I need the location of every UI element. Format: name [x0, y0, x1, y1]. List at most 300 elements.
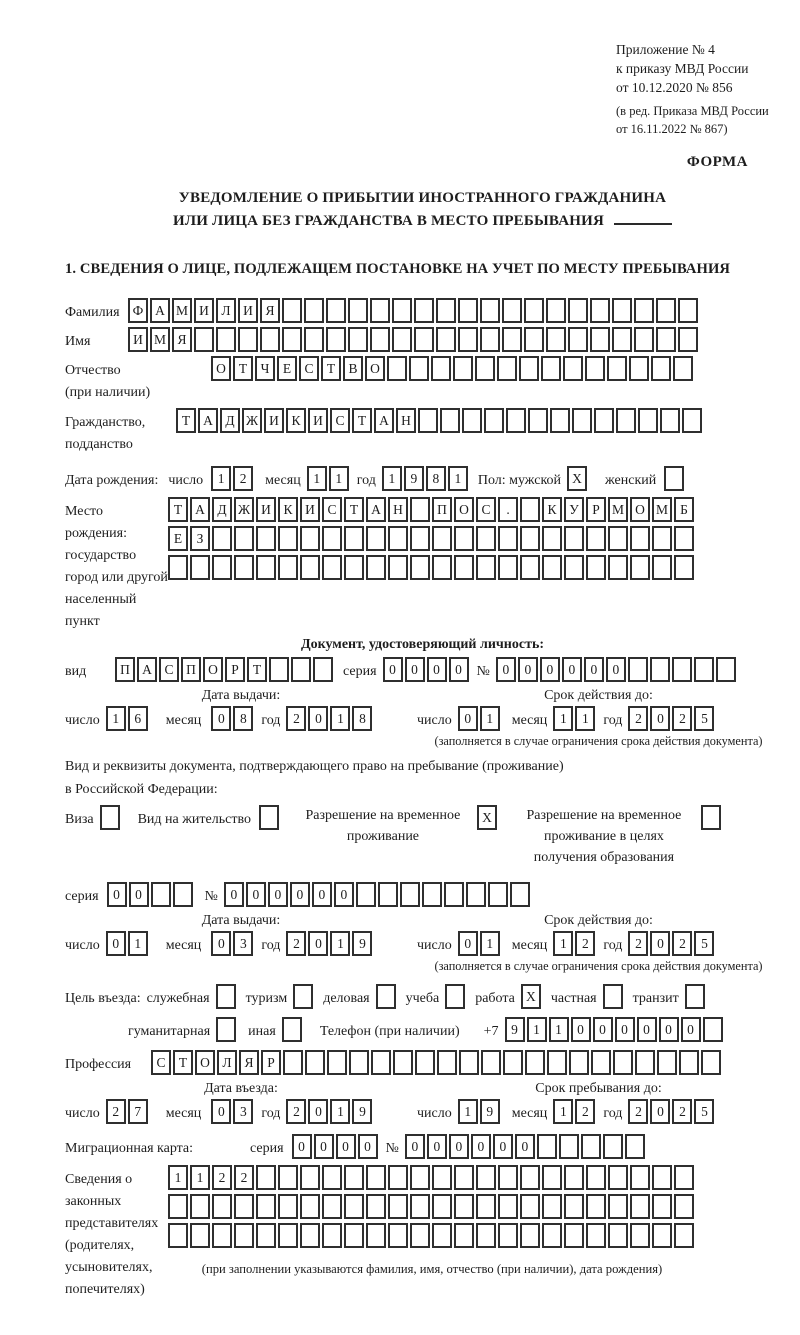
char-cell[interactable]	[388, 555, 408, 580]
char-cell[interactable]	[234, 1194, 254, 1219]
char-cell[interactable]	[256, 526, 276, 551]
residence-permit-checkbox[interactable]	[259, 805, 281, 830]
char-cell[interactable]: 1	[448, 466, 468, 491]
char-cell[interactable]: 0	[471, 1134, 491, 1159]
char-cell[interactable]	[378, 882, 398, 907]
char-cell[interactable]	[480, 327, 500, 352]
char-cell[interactable]: Е	[168, 526, 188, 551]
char-cell[interactable]	[344, 1223, 364, 1248]
char-cell[interactable]: Т	[321, 356, 341, 381]
char-cell[interactable]	[542, 1194, 562, 1219]
char-cell[interactable]: 1	[458, 1099, 478, 1124]
char-cell[interactable]	[400, 882, 420, 907]
char-cell[interactable]	[594, 408, 614, 433]
char-cell[interactable]	[410, 526, 430, 551]
char-cell[interactable]: Т	[173, 1050, 193, 1075]
char-cell[interactable]	[525, 1050, 545, 1075]
char-cell[interactable]: 0	[268, 882, 288, 907]
char-cell[interactable]: 2	[672, 1099, 692, 1124]
id-series-input[interactable]	[383, 657, 471, 682]
char-cell[interactable]	[563, 356, 583, 381]
char-cell[interactable]: 0	[515, 1134, 535, 1159]
char-cell[interactable]	[506, 408, 526, 433]
permit-valid-day-input[interactable]	[458, 931, 502, 956]
char-cell[interactable]	[256, 1223, 276, 1248]
char-cell[interactable]	[630, 1223, 650, 1248]
char-cell[interactable]	[503, 1050, 523, 1075]
char-cell[interactable]: 2	[628, 1099, 648, 1124]
char-cell[interactable]	[459, 1050, 479, 1075]
char-cell[interactable]: 9	[505, 1017, 525, 1042]
char-cell[interactable]: 0	[211, 931, 231, 956]
char-cell[interactable]: А	[190, 497, 210, 522]
char-cell[interactable]: 1	[190, 1165, 210, 1190]
patronymic-input[interactable]	[211, 356, 695, 381]
char-cell[interactable]	[564, 555, 584, 580]
char-cell[interactable]	[542, 555, 562, 580]
char-cell[interactable]	[344, 526, 364, 551]
char-cell[interactable]: 0	[211, 706, 231, 731]
char-cell[interactable]	[256, 1165, 276, 1190]
char-cell[interactable]	[630, 1165, 650, 1190]
sex-female-checkbox[interactable]	[664, 466, 686, 491]
char-cell[interactable]: 1	[128, 931, 148, 956]
char-cell[interactable]	[498, 1223, 518, 1248]
purpose-humanitarian-checkbox[interactable]	[216, 1017, 238, 1042]
char-cell[interactable]	[410, 497, 430, 522]
char-cell[interactable]	[541, 356, 561, 381]
char-cell[interactable]: И	[264, 408, 284, 433]
char-cell[interactable]: Я	[239, 1050, 259, 1075]
char-cell[interactable]: 3	[233, 1099, 253, 1124]
char-cell[interactable]	[190, 1194, 210, 1219]
char-cell[interactable]	[300, 526, 320, 551]
char-cell[interactable]	[652, 555, 672, 580]
char-cell[interactable]	[476, 1194, 496, 1219]
char-cell[interactable]	[415, 1050, 435, 1075]
char-cell[interactable]: М	[652, 497, 672, 522]
birthplace-input-row-1[interactable]	[168, 497, 696, 522]
char-cell[interactable]	[625, 1134, 645, 1159]
char-cell[interactable]	[278, 555, 298, 580]
char-cell[interactable]: 0	[334, 882, 354, 907]
char-cell[interactable]	[282, 327, 302, 352]
char-cell[interactable]: П	[115, 657, 135, 682]
char-cell[interactable]	[581, 1134, 601, 1159]
char-cell[interactable]: С	[476, 497, 496, 522]
guardians-input-row-1[interactable]	[168, 1165, 696, 1190]
char-cell[interactable]	[190, 1223, 210, 1248]
char-cell[interactable]	[356, 882, 376, 907]
char-cell[interactable]: 0	[308, 931, 328, 956]
char-cell[interactable]: 2	[628, 931, 648, 956]
char-cell[interactable]	[238, 327, 258, 352]
char-cell[interactable]: Н	[388, 497, 408, 522]
char-cell[interactable]: 0	[106, 931, 126, 956]
char-cell[interactable]	[462, 408, 482, 433]
entry-year-input[interactable]	[286, 1099, 374, 1124]
char-cell[interactable]	[586, 1194, 606, 1219]
doc-type-input[interactable]	[115, 657, 335, 682]
stay-day-input[interactable]	[458, 1099, 502, 1124]
char-cell[interactable]	[366, 1223, 386, 1248]
char-cell[interactable]	[694, 657, 714, 682]
char-cell[interactable]: 1	[549, 1017, 569, 1042]
char-cell[interactable]	[418, 408, 438, 433]
char-cell[interactable]: М	[172, 298, 192, 323]
char-cell[interactable]	[564, 1194, 584, 1219]
char-cell[interactable]: 1	[480, 706, 500, 731]
char-cell[interactable]	[484, 408, 504, 433]
char-cell[interactable]	[608, 1165, 628, 1190]
char-cell[interactable]	[282, 1017, 302, 1042]
char-cell[interactable]	[344, 1165, 364, 1190]
entry-day-input[interactable]	[106, 1099, 150, 1124]
char-cell[interactable]	[212, 555, 232, 580]
char-cell[interactable]	[293, 984, 313, 1009]
char-cell[interactable]	[291, 657, 311, 682]
entry-month-input[interactable]	[211, 1099, 255, 1124]
char-cell[interactable]	[100, 805, 120, 830]
char-cell[interactable]: О	[203, 657, 223, 682]
char-cell[interactable]	[612, 327, 632, 352]
char-cell[interactable]	[300, 555, 320, 580]
char-cell[interactable]	[542, 1165, 562, 1190]
char-cell[interactable]: Т	[176, 408, 196, 433]
char-cell[interactable]: Ф	[128, 298, 148, 323]
char-cell[interactable]: У	[564, 497, 584, 522]
char-cell[interactable]	[586, 1165, 606, 1190]
char-cell[interactable]: И	[238, 298, 258, 323]
purpose-private-checkbox[interactable]	[603, 984, 625, 1009]
char-cell[interactable]: Т	[344, 497, 364, 522]
char-cell[interactable]: 1	[329, 466, 349, 491]
char-cell[interactable]	[546, 327, 566, 352]
char-cell[interactable]	[444, 882, 464, 907]
char-cell[interactable]: П	[181, 657, 201, 682]
char-cell[interactable]: 0	[449, 1134, 469, 1159]
char-cell[interactable]: Т	[352, 408, 372, 433]
migration-series-input[interactable]	[292, 1134, 380, 1159]
char-cell[interactable]	[672, 657, 692, 682]
char-cell[interactable]: 1	[480, 931, 500, 956]
char-cell[interactable]	[638, 408, 658, 433]
char-cell[interactable]	[559, 1134, 579, 1159]
char-cell[interactable]: Т	[168, 497, 188, 522]
char-cell[interactable]: X	[477, 805, 497, 830]
char-cell[interactable]: Р	[225, 657, 245, 682]
char-cell[interactable]	[326, 298, 346, 323]
char-cell[interactable]: Т	[233, 356, 253, 381]
char-cell[interactable]: К	[286, 408, 306, 433]
char-cell[interactable]	[657, 1050, 677, 1075]
char-cell[interactable]: Т	[247, 657, 267, 682]
char-cell[interactable]: 2	[233, 466, 253, 491]
char-cell[interactable]	[673, 356, 693, 381]
char-cell[interactable]	[537, 1134, 557, 1159]
char-cell[interactable]: А	[374, 408, 394, 433]
char-cell[interactable]	[568, 327, 588, 352]
char-cell[interactable]	[652, 1194, 672, 1219]
char-cell[interactable]: 0	[650, 1099, 670, 1124]
char-cell[interactable]: 0	[458, 706, 478, 731]
stay-month-input[interactable]	[553, 1099, 597, 1124]
char-cell[interactable]: 9	[352, 1099, 372, 1124]
char-cell[interactable]	[322, 555, 342, 580]
char-cell[interactable]	[388, 526, 408, 551]
char-cell[interactable]	[656, 298, 676, 323]
birthplace-input-row-2[interactable]	[168, 526, 696, 551]
char-cell[interactable]	[260, 327, 280, 352]
char-cell[interactable]: 1	[106, 706, 126, 731]
char-cell[interactable]	[414, 327, 434, 352]
char-cell[interactable]: А	[366, 497, 386, 522]
char-cell[interactable]	[313, 657, 333, 682]
char-cell[interactable]: 2	[286, 931, 306, 956]
char-cell[interactable]	[630, 526, 650, 551]
char-cell[interactable]: 0	[637, 1017, 657, 1042]
char-cell[interactable]	[716, 657, 736, 682]
char-cell[interactable]	[436, 327, 456, 352]
purpose-other-checkbox[interactable]	[282, 1017, 304, 1042]
char-cell[interactable]: 1	[330, 706, 350, 731]
char-cell[interactable]: 2	[672, 706, 692, 731]
char-cell[interactable]	[387, 356, 407, 381]
char-cell[interactable]: 0	[681, 1017, 701, 1042]
char-cell[interactable]: 0	[562, 657, 582, 682]
char-cell[interactable]: 0	[427, 1134, 447, 1159]
char-cell[interactable]	[488, 882, 508, 907]
char-cell[interactable]	[300, 1194, 320, 1219]
char-cell[interactable]	[564, 1223, 584, 1248]
char-cell[interactable]	[322, 1165, 342, 1190]
char-cell[interactable]	[520, 497, 540, 522]
char-cell[interactable]	[603, 984, 623, 1009]
purpose-business-checkbox[interactable]	[216, 984, 238, 1009]
char-cell[interactable]: 0	[540, 657, 560, 682]
permit-issue-year-input[interactable]	[286, 931, 374, 956]
char-cell[interactable]: 0	[518, 657, 538, 682]
char-cell[interactable]: К	[278, 497, 298, 522]
char-cell[interactable]: 0	[224, 882, 244, 907]
char-cell[interactable]	[528, 408, 548, 433]
permit-series-input[interactable]	[107, 882, 195, 907]
id-issue-month-input[interactable]	[211, 706, 255, 731]
char-cell[interactable]	[608, 555, 628, 580]
temp-residence-edu-checkbox[interactable]	[701, 805, 723, 830]
char-cell[interactable]	[348, 298, 368, 323]
birthplace-input-row-3[interactable]	[168, 555, 696, 580]
char-cell[interactable]	[498, 555, 518, 580]
char-cell[interactable]: 0	[584, 657, 604, 682]
char-cell[interactable]: 0	[650, 706, 670, 731]
char-cell[interactable]	[481, 1050, 501, 1075]
char-cell[interactable]	[173, 882, 193, 907]
char-cell[interactable]: 0	[129, 882, 149, 907]
char-cell[interactable]	[520, 1194, 540, 1219]
char-cell[interactable]: 9	[352, 931, 372, 956]
char-cell[interactable]: 2	[628, 706, 648, 731]
char-cell[interactable]: С	[299, 356, 319, 381]
char-cell[interactable]: П	[432, 497, 452, 522]
char-cell[interactable]	[212, 1194, 232, 1219]
guardians-input-row-3[interactable]	[168, 1223, 696, 1248]
char-cell[interactable]	[586, 526, 606, 551]
char-cell[interactable]: 2	[575, 1099, 595, 1124]
char-cell[interactable]	[498, 526, 518, 551]
char-cell[interactable]: 5	[694, 1099, 714, 1124]
char-cell[interactable]	[234, 555, 254, 580]
char-cell[interactable]	[437, 1050, 457, 1075]
birth-year-input[interactable]	[382, 466, 470, 491]
char-cell[interactable]	[674, 526, 694, 551]
char-cell[interactable]	[432, 1194, 452, 1219]
char-cell[interactable]	[348, 327, 368, 352]
char-cell[interactable]: О	[454, 497, 474, 522]
char-cell[interactable]: 2	[575, 931, 595, 956]
char-cell[interactable]	[608, 1194, 628, 1219]
stay-year-input[interactable]	[628, 1099, 716, 1124]
char-cell[interactable]	[414, 298, 434, 323]
char-cell[interactable]: 0	[312, 882, 332, 907]
char-cell[interactable]: Н	[396, 408, 416, 433]
char-cell[interactable]	[476, 1223, 496, 1248]
char-cell[interactable]	[212, 1223, 232, 1248]
char-cell[interactable]: 2	[212, 1165, 232, 1190]
char-cell[interactable]	[656, 327, 676, 352]
char-cell[interactable]	[278, 1223, 298, 1248]
char-cell[interactable]	[454, 1223, 474, 1248]
char-cell[interactable]: 0	[571, 1017, 591, 1042]
char-cell[interactable]	[674, 1165, 694, 1190]
char-cell[interactable]	[422, 882, 442, 907]
char-cell[interactable]: И	[300, 497, 320, 522]
citizenship-input[interactable]	[176, 408, 704, 433]
char-cell[interactable]: 7	[128, 1099, 148, 1124]
char-cell[interactable]: О	[630, 497, 650, 522]
char-cell[interactable]: 0	[458, 931, 478, 956]
char-cell[interactable]	[685, 984, 705, 1009]
char-cell[interactable]: 6	[128, 706, 148, 731]
char-cell[interactable]	[168, 1194, 188, 1219]
char-cell[interactable]	[674, 1194, 694, 1219]
migration-number-input[interactable]	[405, 1134, 647, 1159]
char-cell[interactable]	[445, 984, 465, 1009]
char-cell[interactable]	[190, 555, 210, 580]
char-cell[interactable]	[432, 526, 452, 551]
char-cell[interactable]: Ж	[242, 408, 262, 433]
char-cell[interactable]	[453, 356, 473, 381]
char-cell[interactable]	[520, 1165, 540, 1190]
char-cell[interactable]: 1	[330, 931, 350, 956]
phone-input[interactable]	[505, 1017, 725, 1042]
char-cell[interactable]: 8	[426, 466, 446, 491]
char-cell[interactable]: 9	[480, 1099, 500, 1124]
id-number-input[interactable]	[496, 657, 738, 682]
char-cell[interactable]	[388, 1194, 408, 1219]
char-cell[interactable]	[616, 408, 636, 433]
char-cell[interactable]: 5	[694, 931, 714, 956]
char-cell[interactable]	[269, 657, 289, 682]
char-cell[interactable]	[370, 327, 390, 352]
char-cell[interactable]: 1	[307, 466, 327, 491]
char-cell[interactable]	[480, 298, 500, 323]
char-cell[interactable]: Ж	[234, 497, 254, 522]
purpose-transit-checkbox[interactable]	[685, 984, 707, 1009]
char-cell[interactable]: 2	[672, 931, 692, 956]
char-cell[interactable]	[304, 327, 324, 352]
char-cell[interactable]	[498, 1165, 518, 1190]
char-cell[interactable]	[194, 327, 214, 352]
char-cell[interactable]	[466, 882, 486, 907]
char-cell[interactable]: 0	[405, 657, 425, 682]
char-cell[interactable]	[542, 1223, 562, 1248]
char-cell[interactable]	[678, 327, 698, 352]
char-cell[interactable]	[304, 298, 324, 323]
char-cell[interactable]	[168, 1223, 188, 1248]
guardians-input-row-2[interactable]	[168, 1194, 696, 1219]
char-cell[interactable]	[410, 1165, 430, 1190]
name-input[interactable]	[128, 327, 700, 352]
char-cell[interactable]	[502, 327, 522, 352]
char-cell[interactable]	[628, 657, 648, 682]
char-cell[interactable]: А	[137, 657, 157, 682]
char-cell[interactable]: И	[308, 408, 328, 433]
char-cell[interactable]: 1	[553, 931, 573, 956]
id-valid-year-input[interactable]	[628, 706, 716, 731]
char-cell[interactable]	[629, 356, 649, 381]
char-cell[interactable]: 0	[659, 1017, 679, 1042]
char-cell[interactable]	[564, 526, 584, 551]
char-cell[interactable]	[569, 1050, 589, 1075]
char-cell[interactable]	[366, 1165, 386, 1190]
char-cell[interactable]	[454, 526, 474, 551]
char-cell[interactable]	[585, 356, 605, 381]
char-cell[interactable]	[674, 1223, 694, 1248]
char-cell[interactable]	[370, 298, 390, 323]
char-cell[interactable]	[283, 1050, 303, 1075]
char-cell[interactable]	[366, 1194, 386, 1219]
char-cell[interactable]	[366, 555, 386, 580]
char-cell[interactable]	[216, 1017, 236, 1042]
char-cell[interactable]: X	[521, 984, 541, 1009]
char-cell[interactable]	[701, 1050, 721, 1075]
char-cell[interactable]	[454, 1194, 474, 1219]
char-cell[interactable]: 0	[107, 882, 127, 907]
char-cell[interactable]	[586, 1223, 606, 1248]
purpose-commercial-checkbox[interactable]	[376, 984, 398, 1009]
purpose-study-checkbox[interactable]	[445, 984, 467, 1009]
char-cell[interactable]	[393, 1050, 413, 1075]
char-cell[interactable]	[212, 526, 232, 551]
char-cell[interactable]: 0	[290, 882, 310, 907]
char-cell[interactable]	[520, 1223, 540, 1248]
char-cell[interactable]	[590, 298, 610, 323]
char-cell[interactable]	[278, 1194, 298, 1219]
char-cell[interactable]	[409, 356, 429, 381]
char-cell[interactable]: О	[211, 356, 231, 381]
char-cell[interactable]: Р	[261, 1050, 281, 1075]
char-cell[interactable]	[651, 356, 671, 381]
char-cell[interactable]	[300, 1223, 320, 1248]
char-cell[interactable]: М	[608, 497, 628, 522]
char-cell[interactable]	[376, 984, 396, 1009]
char-cell[interactable]	[410, 555, 430, 580]
char-cell[interactable]	[326, 327, 346, 352]
purpose-tourism-checkbox[interactable]	[293, 984, 315, 1009]
char-cell[interactable]	[546, 298, 566, 323]
char-cell[interactable]	[410, 1194, 430, 1219]
